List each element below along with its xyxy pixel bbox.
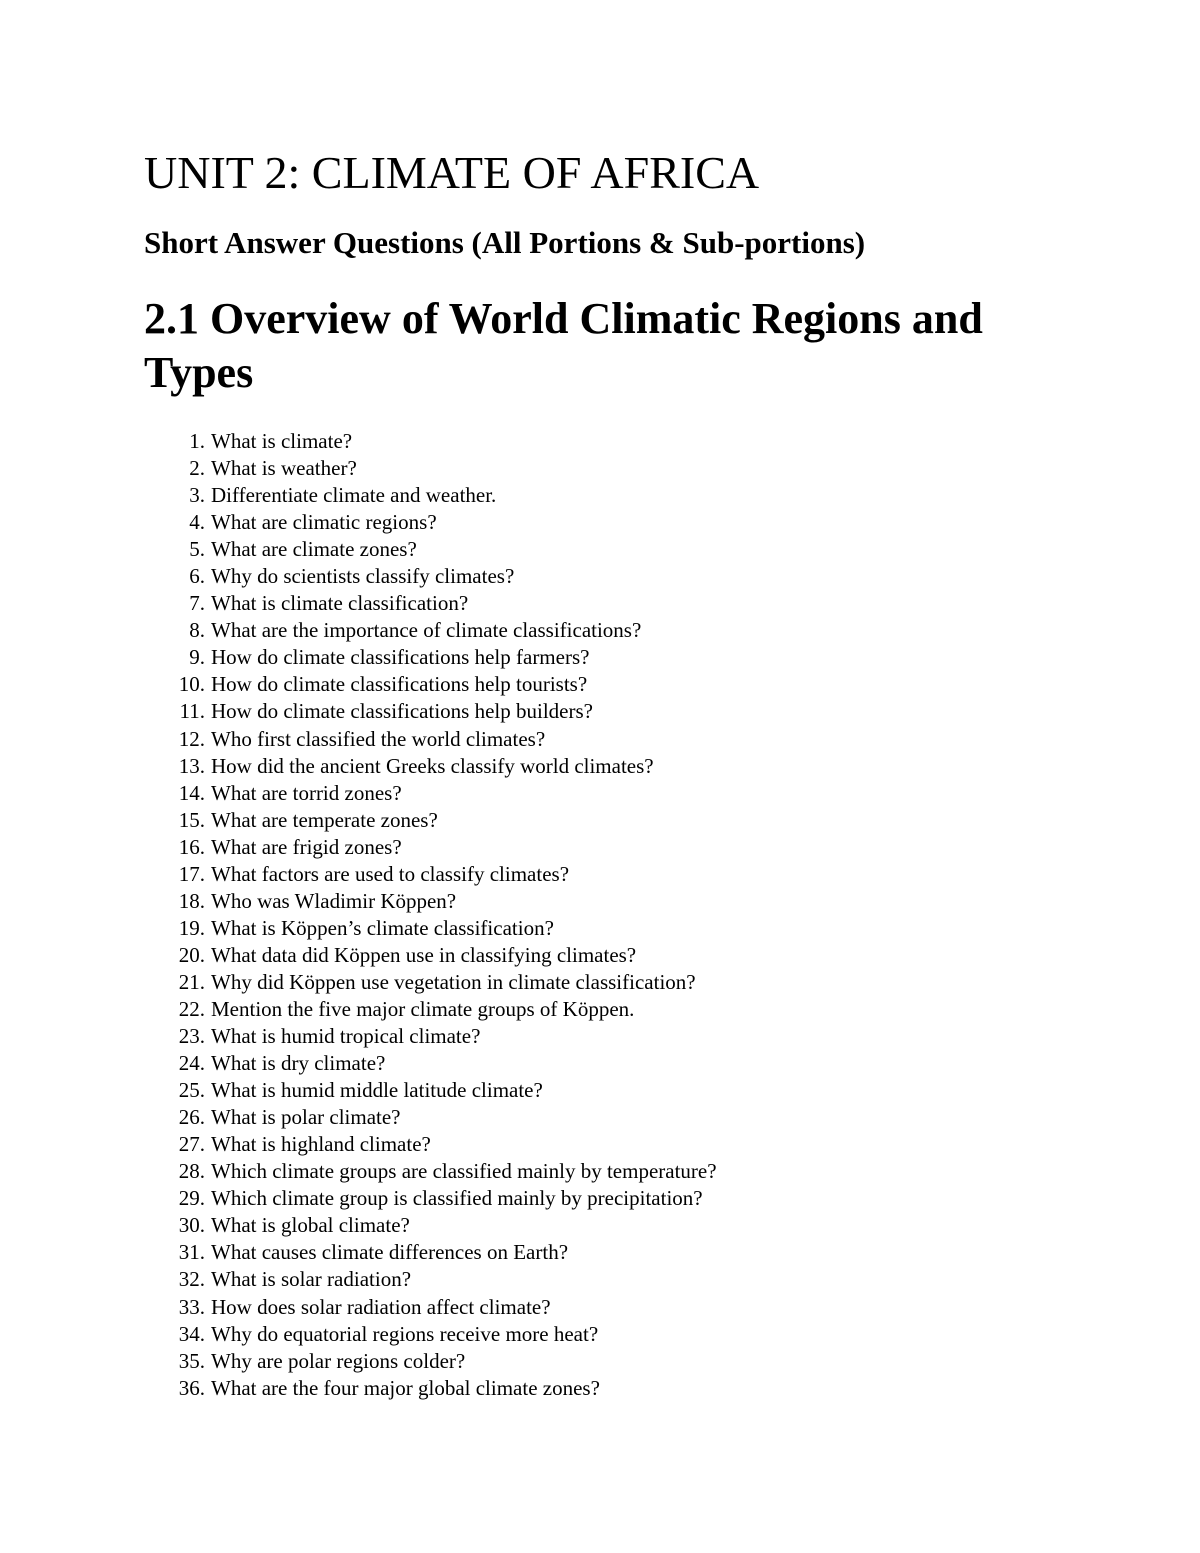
question-number: 12. — [178, 726, 205, 751]
question-list — [0, 428, 1000, 1402]
question-item — [0, 807, 1000, 834]
question-item — [0, 780, 1000, 807]
question-item — [0, 1050, 1000, 1077]
question-item — [0, 1348, 1000, 1375]
question-text: What are climate zones? — [211, 537, 417, 562]
question-number: 27. — [178, 1132, 205, 1157]
question-number: 2. — [189, 456, 205, 481]
question-text: Why do scientists classify climates? — [211, 564, 515, 589]
question-number: 4. — [189, 510, 205, 535]
question-item — [0, 644, 1000, 671]
question-item — [0, 834, 1000, 861]
question-item — [0, 888, 1000, 915]
question-text: What is humid tropical climate? — [211, 1024, 481, 1049]
question-text: What is climate classification? — [211, 591, 469, 616]
question-number: 20. — [178, 942, 205, 967]
question-text: How do climate classifications help builders? — [211, 699, 593, 724]
question-item — [0, 915, 1000, 942]
question-text: What are the importance of climate classifications? — [211, 618, 642, 643]
question-text: Why did Köppen use vegetation in climate classification? — [211, 969, 696, 994]
question-text: What is weather? — [211, 456, 357, 481]
question-number: 26. — [178, 1105, 205, 1130]
question-text: What are temperate zones? — [211, 807, 438, 832]
question-number: 18. — [178, 888, 205, 913]
question-text: Who was Wladimir Köppen? — [211, 888, 457, 913]
question-text: What are frigid zones? — [211, 834, 402, 859]
question-text: Why are polar regions colder? — [211, 1348, 466, 1373]
question-number: 32. — [178, 1267, 205, 1292]
question-number: 17. — [178, 861, 205, 886]
question-item — [0, 861, 1000, 888]
question-item — [0, 671, 1000, 698]
question-text: How do climate classifications help tourists? — [211, 672, 588, 697]
question-item — [0, 1104, 1000, 1131]
question-text: What is climate? — [211, 429, 353, 453]
question-item — [0, 536, 1000, 563]
question-item — [0, 1294, 1000, 1321]
question-text: Why do equatorial regions receive more heat? — [211, 1321, 599, 1346]
question-number: 22. — [178, 996, 205, 1021]
question-text: How does solar radiation affect climate? — [211, 1294, 551, 1319]
question-number: 34. — [178, 1321, 205, 1346]
question-item — [0, 1158, 1000, 1185]
question-number: 33. — [178, 1294, 205, 1319]
question-text: Who first classified the world climates? — [211, 726, 546, 751]
question-text: What data did Köppen use in classifying climates? — [211, 942, 637, 967]
question-number: 16. — [178, 834, 205, 859]
question-text: What is solar radiation? — [211, 1267, 412, 1292]
question-number: 1. — [189, 429, 205, 453]
question-item — [0, 590, 1000, 617]
question-text: What is global climate? — [211, 1213, 410, 1238]
question-number: 23. — [178, 1024, 205, 1049]
question-item — [0, 617, 1000, 644]
question-number: 9. — [189, 645, 205, 670]
question-number: 11. — [179, 699, 205, 724]
question-number: 28. — [178, 1159, 205, 1184]
question-text: What are climatic regions? — [211, 510, 437, 535]
question-text: What factors are used to classify climates? — [211, 861, 570, 886]
question-text: How did the ancient Greeks classify world climates? — [211, 753, 654, 778]
question-text: What are torrid zones? — [211, 780, 402, 805]
question-item — [0, 455, 1000, 482]
question-item — [0, 428, 1000, 455]
question-number: 14. — [178, 780, 205, 805]
question-text: Which climate group is classified mainly by precipitation? — [211, 1186, 703, 1211]
question-item — [0, 726, 1000, 753]
question-number: 35. — [178, 1348, 205, 1373]
section-heading: 2.1 Overview of World Climatic Regions and Types — [144, 294, 983, 397]
question-number: 29. — [178, 1186, 205, 1211]
question-text: What is polar climate? — [211, 1105, 401, 1130]
question-item — [0, 942, 1000, 969]
question-item — [0, 1131, 1000, 1158]
question-number: 6. — [189, 564, 205, 589]
question-item — [0, 1185, 1000, 1212]
question-text: What is humid middle latitude climate? — [211, 1078, 543, 1103]
unit-title: UNIT 2: CLIMATE OF AFRICA — [144, 147, 760, 198]
question-number: 5. — [189, 537, 205, 562]
question-item — [0, 1321, 1000, 1348]
question-number: 25. — [178, 1078, 205, 1103]
question-number: 7. — [189, 591, 205, 616]
question-text: How do climate classifications help farmers? — [211, 645, 590, 670]
question-item — [0, 753, 1000, 780]
question-text: Which climate groups are classified mainly by temperature? — [211, 1159, 717, 1184]
question-number: 8. — [189, 618, 205, 643]
question-text: Mention the five major climate groups of Köppen. — [211, 996, 635, 1021]
question-item — [0, 482, 1000, 509]
question-number: 36. — [178, 1375, 205, 1400]
question-item — [0, 996, 1000, 1023]
question-text: What is highland climate? — [211, 1132, 431, 1157]
question-item — [0, 1077, 1000, 1104]
question-number: 21. — [178, 969, 205, 994]
question-number: 24. — [178, 1051, 205, 1076]
question-item — [0, 969, 1000, 996]
question-number: 10. — [178, 672, 205, 697]
question-number: 13. — [178, 753, 205, 778]
question-text: What causes climate differences on Earth? — [211, 1240, 569, 1265]
question-number: 19. — [178, 915, 205, 940]
question-item — [0, 698, 1000, 725]
question-item — [0, 1239, 1000, 1266]
question-text: Differentiate climate and weather. — [211, 483, 497, 508]
question-text: What is dry climate? — [211, 1051, 386, 1076]
subtitle: Short Answer Questions (All Portions & Sub-portions) — [144, 225, 866, 260]
question-number: 30. — [178, 1213, 205, 1238]
question-number: 15. — [178, 807, 205, 832]
question-item — [0, 563, 1000, 590]
question-text: What is Köppen’s climate classification? — [211, 915, 554, 940]
question-item — [0, 1212, 1000, 1239]
question-item — [0, 509, 1000, 536]
question-item — [0, 1023, 1000, 1050]
question-text: What are the four major global climate zones? — [211, 1375, 600, 1400]
question-number: 31. — [178, 1240, 205, 1265]
question-item — [0, 1266, 1000, 1293]
question-item — [0, 1375, 1000, 1402]
question-number: 3. — [189, 483, 205, 508]
